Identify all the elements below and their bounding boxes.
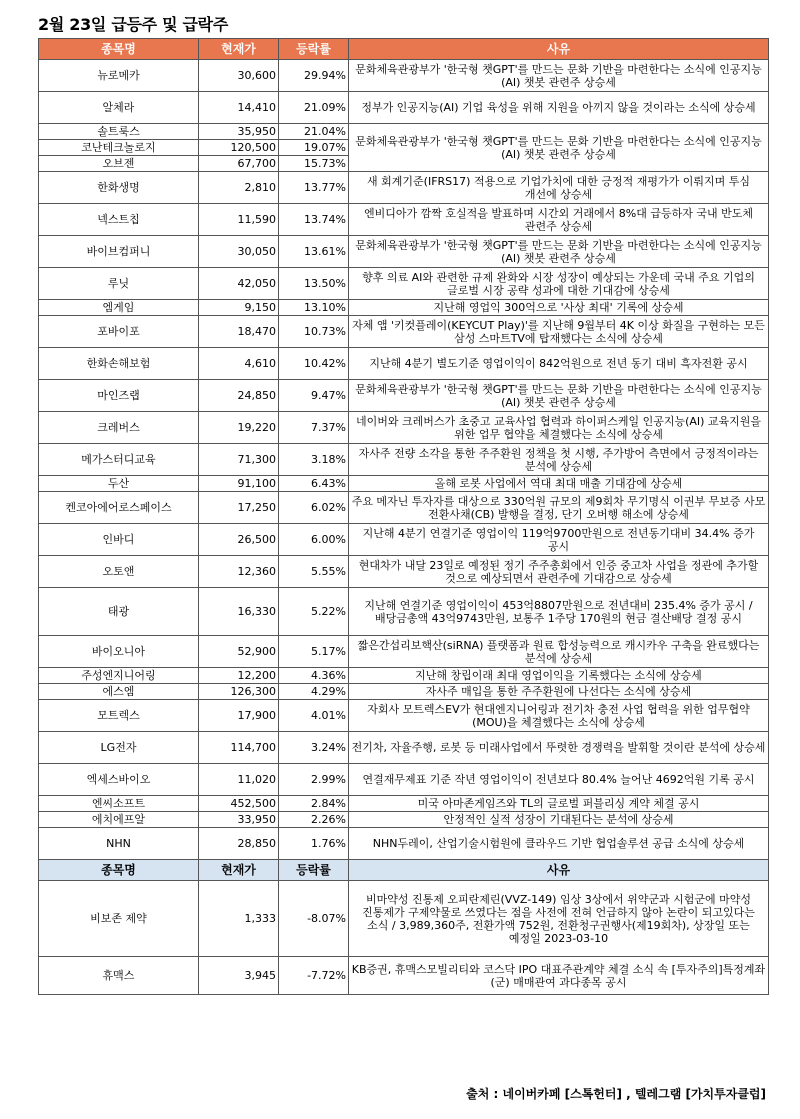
stock-name: 포바이포 [39,316,199,348]
stock-name: 엑세스바이오 [39,764,199,796]
stock-price: 11,020 [199,764,279,796]
table-row [39,764,769,796]
stock-reason: 지난해 연결기준 영업이익이 453억8807만원으로 전년대비 235.4% 증가 공시 / 배당금총액 43억9743만원, 보통주 1주당 170원의 현금 결산배당 결정 공시 [349,588,769,636]
stock-rate: 4.29% [279,684,349,700]
table-row [39,476,769,492]
stock-price: 120,500 [199,140,279,156]
stock-price: 4,610 [199,348,279,380]
stock-price: 24,850 [199,380,279,412]
stock-rate: 21.09% [279,92,349,124]
stock-rate: 10.42% [279,348,349,380]
table-row [39,124,769,140]
stock-rate: 10.73% [279,316,349,348]
stock-reason: KB증권, 휴맥스모빌리티와 코스닥 IPO 대표주관계약 체결 소식 속 [투자주의]특정계좌(군) 매매관여 과다종목 공시 [349,957,769,995]
table-row [39,881,769,957]
stock-name: 루닛 [39,268,199,300]
stock-name: 엔씨소프트 [39,796,199,812]
stock-rate: 1.76% [279,828,349,860]
stock-price: 114,700 [199,732,279,764]
footer-source-telegram: 텔레그램 [가치투자클럽] [634,1087,766,1101]
stock-rate: 7.37% [279,412,349,444]
stock-name: 바이브컴퍼니 [39,236,199,268]
stock-name: 태광 [39,588,199,636]
page-title: 2월 23일 급등주 및 급락주 [38,15,228,34]
stock-name: 마인즈랩 [39,380,199,412]
stock-reason: 비마약성 진통제 오피란제린(VVZ-149) 임상 3상에서 위약군과 시험군에 마약성 진통제가 구제약물로 쓰였다는 점을 사전에 전혀 언급하지 않아 논란이 되고있다는 소식 / 3,989,360주, 전환가액 752원, 전환청구권행사(제19회차), 상장일 또는 예정일 2023-03-10 [349,881,769,957]
stock-reason: 정부가 인공지능(AI) 기업 육성을 위해 지원을 아끼지 않을 것이라는 소식에 상승세 [349,92,769,124]
table-row [39,796,769,812]
table-row [39,492,769,524]
table-row [39,684,769,700]
stock-price: 35,950 [199,124,279,140]
stock-rate: 13.77% [279,172,349,204]
stock-price: 2,810 [199,172,279,204]
stock-price: 3,945 [199,957,279,995]
subheader-reason: 사유 [349,860,769,881]
stock-reason: 안정적인 실적 성장이 기대된다는 분석에 상승세 [349,812,769,828]
subheader-rate: 등락률 [279,860,349,881]
stock-rate: 19.07% [279,140,349,156]
stock-price: 30,050 [199,236,279,268]
source-footer [466,1085,766,1102]
stock-reason: 문화체육관광부가 '한국형 챗GPT'를 만드는 문화 기반을 마련한다는 소식에 인공지능(AI) 챗봇 관련주 상승세 [349,60,769,92]
stock-rate: 21.04% [279,124,349,140]
table-row [39,412,769,444]
stock-rate: 13.61% [279,236,349,268]
stock-name: LG전자 [39,732,199,764]
stock-reason: 자사주 매입을 통한 주주환원에 나선다는 소식에 상승세 [349,684,769,700]
stock-name: 엠게임 [39,300,199,316]
stock-reason: 주요 메자닌 투자자를 대상으로 330억원 규모의 제9회차 무기명식 이권부 무보증 사모 전환사채(CB) 발행을 결정, 단기 오버행 해소에 상승세 [349,492,769,524]
header-rate: 등락률 [279,39,349,60]
stock-price: 33,950 [199,812,279,828]
stock-reason: 현대차가 내달 23일로 예정된 정기 주주총회에서 인증 중고차 사업을 정관에 추가할 것으로 예상되면서 관련주에 기대감으로 상승세 [349,556,769,588]
stock-rate: 2.26% [279,812,349,828]
stock-name: 솔트룩스 [39,124,199,140]
stock-price: 452,500 [199,796,279,812]
table-row [39,204,769,236]
surge-section [39,60,769,860]
stock-name: 오토앤 [39,556,199,588]
stock-price: 1,333 [199,881,279,957]
table-row [39,668,769,684]
stock-name: 뉴로메카 [39,60,199,92]
table-row [39,444,769,476]
stock-reason: 올해 로봇 사업에서 역대 최대 매출 기대감에 상승세 [349,476,769,492]
stock-name: 알체라 [39,92,199,124]
table-row [39,732,769,764]
stock-price: 14,410 [199,92,279,124]
table-row [39,828,769,860]
stock-reason: NHN두레이, 산업기술시험원에 클라우드 기반 협업솔루션 공급 소식에 상승세 [349,828,769,860]
stock-rate: 3.18% [279,444,349,476]
stock-name: 모트렉스 [39,700,199,732]
stock-price: 11,590 [199,204,279,236]
stock-reason: 자체 앱 '키컷플레이(KEYCUT Play)'를 지난해 9월부터 4K 이상 화질을 구현하는 모든 삼성 스마트TV에 탑재했다는 소식에 상승세 [349,316,769,348]
stock-reason: 전기차, 자율주행, 로봇 등 미래사업에서 뚜렷한 경쟁력을 발휘할 것이란 분석에 상승세 [349,732,769,764]
stock-rate: 29.94% [279,60,349,92]
subheader-name: 종목명 [39,860,199,881]
stock-rate: 4.01% [279,700,349,732]
stock-price: 9,150 [199,300,279,316]
stock-table [38,38,769,995]
stock-rate: -7.72% [279,957,349,995]
stock-price: 71,300 [199,444,279,476]
stock-rate: -8.07% [279,881,349,957]
stock-price: 16,330 [199,588,279,636]
stock-rate: 6.00% [279,524,349,556]
stock-price: 26,500 [199,524,279,556]
stock-reason: 향후 의료 AI와 관련한 규제 완화와 시장 성장이 예상되는 가운데 국내 주요 기업의 글로벌 시장 공략 성과에 대한 기대감에 상승세 [349,268,769,300]
stock-price: 91,100 [199,476,279,492]
stock-rate: 4.36% [279,668,349,684]
stock-price: 52,900 [199,636,279,668]
stock-reason: 문화체육관광부가 '한국형 챗GPT'를 만드는 문화 기반을 마련한다는 소식에 인공지능(AI) 챗봇 관련주 상승세 [349,124,769,172]
table-row [39,300,769,316]
stock-reason: 짧은간섭리보핵산(siRNA) 플랫폼과 원료 합성능력으로 캐시카우 구축을 완료했다는 분석에 상승세 [349,636,769,668]
stock-price: 42,050 [199,268,279,300]
stock-reason: 자회사 모트렉스EV가 현대엔지니어링과 전기차 충전 사업 협력을 위한 업무협약(MOU)을 체결했다는 소식에 상승세 [349,700,769,732]
footer-separator: , [626,1087,631,1101]
stock-rate: 6.02% [279,492,349,524]
stock-reason: 새 회계기준(IFRS17) 적용으로 기업가치에 대한 긍정적 재평가가 이뤄지며 투심 개선에 상승세 [349,172,769,204]
table-row [39,556,769,588]
subheader-price: 현재가 [199,860,279,881]
table-row [39,588,769,636]
stock-name: 에스엠 [39,684,199,700]
header-reason: 사유 [349,39,769,60]
table-row [39,380,769,412]
stock-reason: 지난해 4분기 별도기준 영업이익이 842억원으로 전년 동기 대비 흑자전환 공시 [349,348,769,380]
stock-rate: 5.17% [279,636,349,668]
stock-name: 메가스터디교육 [39,444,199,476]
stock-reason: 지난해 영업익 300억으로 '사상 최대' 기록에 상승세 [349,300,769,316]
stock-price: 18,470 [199,316,279,348]
stock-rate: 13.50% [279,268,349,300]
table-row [39,316,769,348]
footer-source-cafe: 네이버카페 [스톡헌터] [502,1087,622,1101]
stock-name: 넥스트칩 [39,204,199,236]
table-row [39,172,769,204]
stock-reason: 자사주 전량 소각을 통한 주주환원 정책을 첫 시행, 주가방어 측면에서 긍정적이라는 분석에 상승세 [349,444,769,476]
stock-rate: 3.24% [279,732,349,764]
stock-price: 12,360 [199,556,279,588]
stock-rate: 13.10% [279,300,349,316]
stock-price: 28,850 [199,828,279,860]
stock-price: 17,250 [199,492,279,524]
table-row [39,812,769,828]
stock-price: 12,200 [199,668,279,684]
table-row [39,236,769,268]
stock-rate: 9.47% [279,380,349,412]
stock-rate: 15.73% [279,156,349,172]
table-row [39,268,769,300]
stock-reason: 문화체육관광부가 '한국형 챗GPT'를 만드는 문화 기반을 마련한다는 소식에 인공지능(AI) 챗봇 관련주 상승세 [349,380,769,412]
plunge-header-row [39,860,769,881]
plunge-section [39,881,769,995]
stock-name: 휴맥스 [39,957,199,995]
stock-name: 주성엔지니어링 [39,668,199,684]
stock-reason: 연결재무제표 기준 작년 영업이익이 전년보다 80.4% 늘어난 4692억원 기록 공시 [349,764,769,796]
stock-name: 켄코아에어로스페이스 [39,492,199,524]
stock-price: 126,300 [199,684,279,700]
stock-rate: 5.55% [279,556,349,588]
stock-price: 30,600 [199,60,279,92]
stock-price: 19,220 [199,412,279,444]
plunge-header-section [39,860,769,881]
table-row [39,957,769,995]
stock-reason: 네이버와 크레버스가 초중고 교육사업 협력과 하이퍼스케일 인공지능(AI) 교육지원을 위한 업무 협약을 체결했다는 소식에 상승세 [349,412,769,444]
footer-prefix: 출처 : [466,1087,499,1101]
stock-rate: 13.74% [279,204,349,236]
stock-rate: 5.22% [279,588,349,636]
table-header-row [39,39,769,60]
stock-price: 17,900 [199,700,279,732]
table-row [39,348,769,380]
stock-name: 바이오니아 [39,636,199,668]
table-row [39,524,769,556]
stock-reason: 미국 아마존게임즈와 TL의 글로벌 퍼블리싱 계약 체결 공시 [349,796,769,812]
stock-name: 인바디 [39,524,199,556]
table-row [39,60,769,92]
stock-name: 오브젠 [39,156,199,172]
stock-reason: 지난해 창립이래 최대 영업이익을 기록했다는 소식에 상승세 [349,668,769,684]
stock-name: 한화손해보험 [39,348,199,380]
header-name: 종목명 [39,39,199,60]
stock-name: 크레버스 [39,412,199,444]
stock-name: 한화생명 [39,172,199,204]
stock-reason: 문화체육관광부가 '한국형 챗GPT'를 만드는 문화 기반을 마련한다는 소식에 인공지능(AI) 챗봇 관련주 상승세 [349,236,769,268]
stock-name: 비보존 제약 [39,881,199,957]
stock-name: 에치에프알 [39,812,199,828]
stock-price: 67,700 [199,156,279,172]
stock-name: NHN [39,828,199,860]
table-row [39,636,769,668]
stock-rate: 6.43% [279,476,349,492]
stock-name: 두산 [39,476,199,492]
table-row [39,92,769,124]
stock-reason: 엔비디아가 깜짝 호실적을 발표하며 시간외 거래에서 8%대 급등하자 국내 반도체 관련주 상승세 [349,204,769,236]
stock-rate: 2.84% [279,796,349,812]
table-row [39,700,769,732]
stock-reason: 지난해 4분기 연결기준 영업이익 119억9700만원으로 전년동기대비 34.4% 증가 공시 [349,524,769,556]
stock-name: 코난테크놀로지 [39,140,199,156]
header-price: 현재가 [199,39,279,60]
stock-rate: 2.99% [279,764,349,796]
